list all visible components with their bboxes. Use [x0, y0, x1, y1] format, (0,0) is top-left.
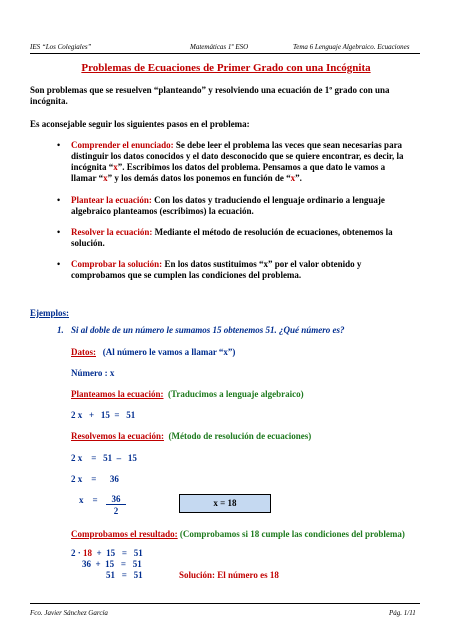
step-2-line-1 — [71, 195, 385, 206]
step-1-line-3 — [71, 162, 385, 173]
step-1-text-4a: llamar “ — [71, 173, 104, 183]
step-1-text-4b: ” y los demás datos los ponemos en función de “ — [107, 173, 291, 183]
resolver-line — [71, 431, 311, 442]
check-line-2: 36 + 15 = 51 — [82, 559, 142, 569]
step-2-line-2: algebraico planteamos (escribimos) la ecuación. — [71, 206, 254, 216]
step-1-line-4 — [71, 173, 302, 184]
fraction-denominator: 2 — [113, 506, 119, 516]
step-1-label: Comprender el enunciado: — [71, 140, 174, 150]
numero-line: Número : x — [71, 368, 115, 378]
steps-intro: Es aconsejable seguir los siguientes pasos en el problema: — [30, 119, 250, 129]
equation-3: 2 x = 36 — [71, 474, 119, 484]
step-4-label: Comprobar la solución: — [71, 259, 163, 269]
header-subject: Matemáticas 1º ESO — [190, 43, 249, 51]
plantear-note: (Traducimos a lenguaje algebraico) — [168, 389, 304, 399]
equation-1: 2 x + 15 = 51 — [71, 410, 136, 420]
datos-label: Datos: — [71, 347, 96, 357]
variable-x: x — [103, 173, 108, 183]
step-1-text-1: Se debe leer el problema las veces que sean necesarias para — [175, 140, 403, 150]
bullet-icon: • — [57, 195, 61, 205]
step-4-line-1 — [71, 259, 361, 270]
header-school: IES “Los Colegiales” — [30, 43, 92, 51]
check-1-a: 2 · — [71, 548, 84, 558]
variable-x: x — [290, 173, 296, 183]
step-2-label: Plantear la ecuación: — [71, 195, 152, 205]
step-1-line-2: distinguir los datos conocidos y el dato desconocido que se quiere encontrar, es decir, la — [71, 151, 404, 161]
comprobar-line — [71, 529, 405, 540]
comprobar-note: (Comprobamos si 18 cumple las condiciones del problema) — [179, 529, 405, 539]
footer-page: Pág. 1/11 — [389, 609, 416, 617]
result-box: x = 18 — [179, 494, 271, 513]
step-4-text-1: En los datos sustituimos “x” por el valor obtenido y — [164, 259, 362, 269]
check-1-value: 18 — [83, 548, 93, 558]
comprobar-label: Comprobamos el resultado: — [71, 529, 178, 539]
check-line-3: 51 = 51 — [106, 570, 143, 580]
step-1-text-3b: ”. Escribimos los datos del problema. Pensamos a que dato le vamos a — [117, 162, 386, 172]
step-3-line-1 — [71, 227, 393, 238]
step-2-text-1: Con los datos y traduciendo el lenguaje ordinario a lenguaje — [154, 195, 385, 205]
step-4-line-2: comprobamos que se cumplen las condiciones del problema. — [71, 270, 302, 280]
intro-line-2: incógnita. — [30, 96, 68, 106]
examples-heading: Ejemplos: — [30, 308, 69, 318]
plantear-label: Planteamos la ecuación: — [71, 389, 164, 399]
variable-x: x — [113, 162, 118, 172]
equation-4-left: x = — [79, 495, 98, 505]
check-1-c: + 15 = 51 — [92, 548, 143, 558]
check-line-1 — [71, 548, 143, 559]
resolver-note: (Método de resolución de ecuaciones) — [168, 431, 312, 441]
fraction-numerator: 36 — [106, 494, 126, 505]
bullet-icon: • — [57, 140, 61, 150]
page-title: Problemas de Ecuaciones de Primer Grado con una Incógnita — [81, 62, 371, 74]
step-3-text-1: Mediante el método de resolución de ecuaciones, obtenemos la — [154, 227, 393, 237]
step-1-text-3a: incógnita “ — [71, 162, 114, 172]
bullet-icon: • — [57, 259, 61, 269]
step-1-text-4c: ”. — [295, 173, 302, 183]
footer-author: Fco. Javier Sánchez García — [30, 609, 108, 617]
datos-note: (Al número le vamos a llamar “x”) — [102, 347, 236, 357]
step-3-line-2: solución. — [71, 238, 105, 248]
plantear-line — [71, 389, 304, 400]
example-question: Si al doble de un número le sumamos 15 obtenemos 51. ¿Qué número es? — [71, 325, 345, 335]
solution-text: Solución: El número es 18 — [179, 570, 279, 580]
example-number: 1. — [57, 325, 64, 335]
footer-rule — [30, 603, 420, 604]
bullet-icon: • — [57, 227, 61, 237]
step-3-label: Resolver la ecuación: — [71, 227, 153, 237]
datos-line — [71, 347, 235, 358]
equation-2: 2 x = 51 – 15 — [71, 453, 137, 463]
resolver-label: Resolvemos la ecuación: — [71, 431, 164, 441]
header-topic: Tema 6 Lenguaje Algebraico. Ecuaciones — [293, 43, 410, 51]
step-1-line-1 — [71, 140, 402, 151]
intro-line-1: Son problemas que se resuelven “planteando” y resolviendo una ecuación de 1º grado con una — [30, 85, 390, 95]
header-rule — [30, 53, 420, 54]
